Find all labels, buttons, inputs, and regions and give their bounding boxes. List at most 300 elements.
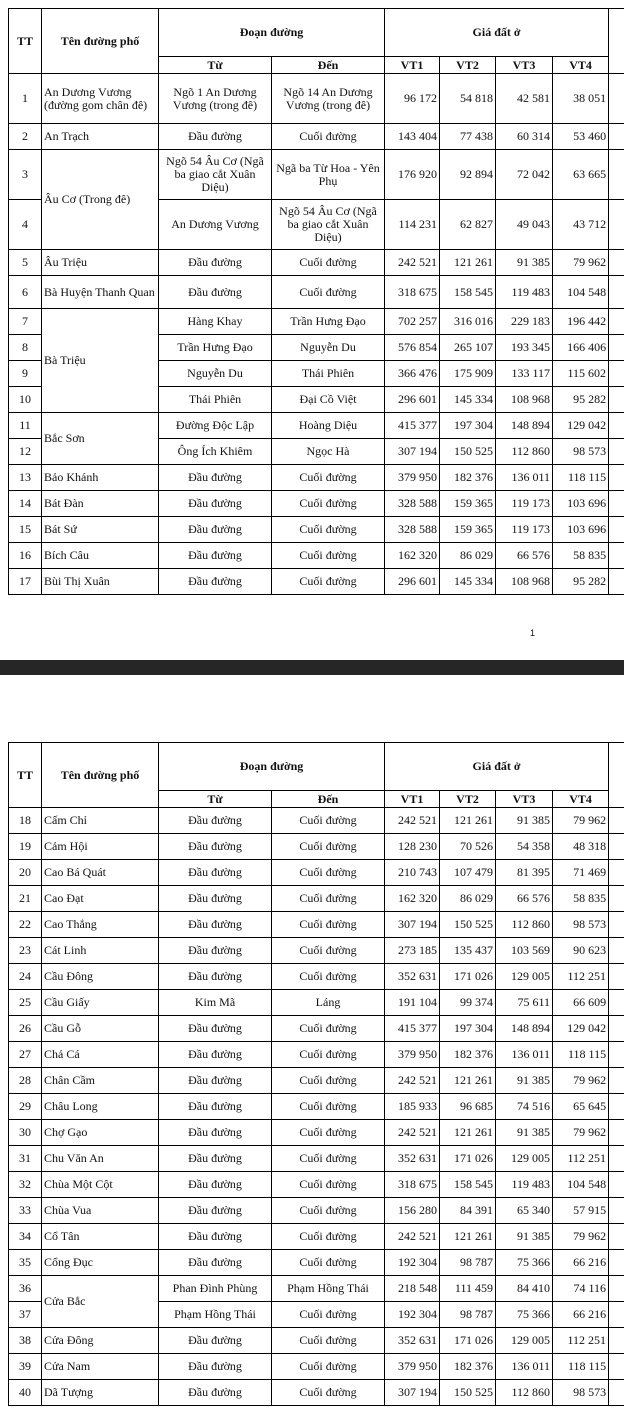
price-vt2: 159 365: [440, 517, 496, 543]
price-vt3: 136 011: [496, 1042, 553, 1068]
price-vt1: 352 631: [385, 1328, 440, 1354]
price-vt1: 176 920: [385, 150, 440, 200]
table-row: [9, 543, 624, 569]
price-vt3: 91 385: [496, 1120, 553, 1146]
price-vt3: 103 569: [496, 938, 553, 964]
price-vt4: 79 962: [553, 1120, 609, 1146]
segment-to: Cuối đường: [272, 1354, 385, 1380]
street-name: Bát Sứ: [42, 517, 159, 543]
price-vt2: 62 827: [440, 200, 496, 250]
row-number: 30: [9, 1120, 42, 1146]
row-number: 27: [9, 1042, 42, 1068]
segment-from: Đầu đường: [159, 1146, 272, 1172]
segment-to: Hoàng Diệu: [272, 413, 385, 439]
street-name: Cửa Nam: [42, 1354, 159, 1380]
price-vt3: 108 968: [496, 387, 553, 413]
table-row: [9, 1016, 624, 1042]
street-name: Cao Đạt: [42, 886, 159, 912]
truncated-cell: [609, 1302, 624, 1328]
table-row: [9, 250, 624, 276]
segment-from: Đầu đường: [159, 1172, 272, 1198]
price-vt4: 129 042: [553, 413, 609, 439]
segment-to: Cuối đường: [272, 491, 385, 517]
price-vt1: 273 185: [385, 938, 440, 964]
segment-from: Thái Phiên: [159, 387, 272, 413]
segment-from: Đầu đường: [159, 1068, 272, 1094]
segment-to: Cuối đường: [272, 1146, 385, 1172]
price-vt1: 242 521: [385, 250, 440, 276]
price-vt1: 318 675: [385, 276, 440, 309]
header-vt1: VT1: [385, 57, 440, 74]
segment-to: Cuối đường: [272, 1198, 385, 1224]
segment-from: Đầu đường: [159, 569, 272, 595]
price-vt4: 57 915: [553, 1198, 609, 1224]
segment-from: Đầu đường: [159, 1328, 272, 1354]
segment-to: Cuối đường: [272, 1120, 385, 1146]
table-row: [9, 413, 624, 439]
price-vt1: 162 320: [385, 886, 440, 912]
document-page-1: [0, 0, 624, 660]
row-number: 39: [9, 1354, 42, 1380]
truncated-cell: [609, 1276, 624, 1302]
segment-from: Phan Đình Phùng: [159, 1276, 272, 1302]
segment-from: Đầu đường: [159, 938, 272, 964]
price-vt2: 182 376: [440, 1042, 496, 1068]
row-number: 4: [9, 200, 42, 250]
segment-from: Đầu đường: [159, 124, 272, 150]
price-vt3: 119 483: [496, 276, 553, 309]
row-number: 16: [9, 543, 42, 569]
price-vt4: 95 282: [553, 569, 609, 595]
street-name: Bắc Sơn: [42, 413, 159, 465]
price-vt4: 79 962: [553, 250, 609, 276]
price-vt2: 316 016: [440, 309, 496, 335]
segment-from: Hàng Khay: [159, 309, 272, 335]
row-number: 8: [9, 335, 42, 361]
table-row: [9, 1198, 624, 1224]
segment-from: Đầu đường: [159, 276, 272, 309]
segment-to: Cuối đường: [272, 1328, 385, 1354]
price-vt1: 576 854: [385, 335, 440, 361]
segment-from: Đầu đường: [159, 491, 272, 517]
header-street-name: Tên đường phố: [42, 743, 159, 808]
header-segment: Đoạn đường: [159, 9, 385, 57]
price-vt3: 91 385: [496, 808, 553, 834]
truncated-cell: [609, 1146, 624, 1172]
price-vt4: 74 116: [553, 1276, 609, 1302]
street-name: Cao Thắng: [42, 912, 159, 938]
segment-from: Đầu đường: [159, 465, 272, 491]
price-vt4: 112 251: [553, 964, 609, 990]
street-name: Âu Triệu: [42, 250, 159, 276]
price-vt1: 307 194: [385, 439, 440, 465]
truncated-cell: [609, 250, 624, 276]
segment-to: Ngọc Hà: [272, 439, 385, 465]
header-land-price: Giá đất ở: [385, 9, 609, 57]
price-vt3: 75 366: [496, 1302, 553, 1328]
row-number: 40: [9, 1380, 42, 1406]
row-number: 23: [9, 938, 42, 964]
street-name: Dã Tượng: [42, 1380, 159, 1406]
segment-to: Láng: [272, 990, 385, 1016]
price-vt2: 145 334: [440, 569, 496, 595]
row-number: 10: [9, 387, 42, 413]
price-vt1: 242 521: [385, 1120, 440, 1146]
street-name: Cửa Đông: [42, 1328, 159, 1354]
segment-to: Phạm Hồng Thái: [272, 1276, 385, 1302]
price-vt4: 118 115: [553, 465, 609, 491]
price-vt2: 197 304: [440, 413, 496, 439]
price-vt3: 119 173: [496, 517, 553, 543]
price-vt4: 98 573: [553, 1380, 609, 1406]
segment-from: Kim Mã: [159, 990, 272, 1016]
segment-from: Đầu đường: [159, 886, 272, 912]
truncated-cell: [609, 465, 624, 491]
table-row: [9, 1276, 624, 1302]
price-vt3: 65 340: [496, 1198, 553, 1224]
street-name: Cấm Chỉ: [42, 808, 159, 834]
price-vt4: 104 548: [553, 276, 609, 309]
price-vt4: 112 251: [553, 1328, 609, 1354]
price-vt1: 156 280: [385, 1198, 440, 1224]
truncated-cell: [609, 387, 624, 413]
price-vt4: 58 835: [553, 886, 609, 912]
row-number: 25: [9, 990, 42, 1016]
price-vt4: 166 406: [553, 335, 609, 361]
segment-from: Đầu đường: [159, 1250, 272, 1276]
header-truncated-column: [609, 9, 624, 74]
segment-to: Cuối đường: [272, 543, 385, 569]
price-vt3: 148 894: [496, 413, 553, 439]
table-row: [9, 1250, 624, 1276]
row-number: 5: [9, 250, 42, 276]
truncated-cell: [609, 1198, 624, 1224]
segment-from: Đầu đường: [159, 964, 272, 990]
street-name: An Dương Vương (đường gom chân đê): [42, 74, 159, 124]
street-name: Bích Câu: [42, 543, 159, 569]
price-vt2: 99 374: [440, 990, 496, 1016]
price-vt4: 53 460: [553, 124, 609, 150]
segment-to: Cuối đường: [272, 912, 385, 938]
row-number: 33: [9, 1198, 42, 1224]
segment-from: Đầu đường: [159, 834, 272, 860]
street-name: Cửa Bắc: [42, 1276, 159, 1328]
price-vt3: 84 410: [496, 1276, 553, 1302]
header-truncated-column: [609, 743, 624, 808]
price-vt2: 150 525: [440, 1380, 496, 1406]
price-vt2: 150 525: [440, 912, 496, 938]
street-name: Cao Bá Quát: [42, 860, 159, 886]
truncated-cell: [609, 964, 624, 990]
table-row: [9, 1094, 624, 1120]
truncated-cell: [609, 439, 624, 465]
price-vt3: 42 581: [496, 74, 553, 124]
street-name: Bà Huyện Thanh Quan: [42, 276, 159, 309]
price-vt1: 242 521: [385, 1224, 440, 1250]
price-vt2: 121 261: [440, 1068, 496, 1094]
header-land-price: Giá đất ở: [385, 743, 609, 791]
table-row: [9, 1068, 624, 1094]
row-number: 24: [9, 964, 42, 990]
price-vt1: 415 377: [385, 1016, 440, 1042]
street-name: Cầu Đông: [42, 964, 159, 990]
table-row: [9, 150, 624, 200]
segment-from: Đường Độc Lập: [159, 413, 272, 439]
price-vt3: 119 173: [496, 491, 553, 517]
segment-from: Đầu đường: [159, 860, 272, 886]
table-body-page-2: [9, 808, 624, 1406]
price-vt2: 98 787: [440, 1302, 496, 1328]
segment-from: An Dương Vương: [159, 200, 272, 250]
street-name: Chả Cá: [42, 1042, 159, 1068]
table-row: [9, 74, 624, 124]
segment-to: Đại Cồ Việt: [272, 387, 385, 413]
row-number: 35: [9, 1250, 42, 1276]
price-vt2: 158 545: [440, 276, 496, 309]
table-row: [9, 1354, 624, 1380]
row-number: 1: [9, 74, 42, 124]
price-vt2: 182 376: [440, 1354, 496, 1380]
price-vt3: 129 005: [496, 1328, 553, 1354]
truncated-cell: [609, 517, 624, 543]
price-vt4: 38 051: [553, 74, 609, 124]
segment-from: Ngõ 1 An Dương Vương (trong đê): [159, 74, 272, 124]
price-vt3: 129 005: [496, 1146, 553, 1172]
street-name: Bùi Thị Xuân: [42, 569, 159, 595]
header-tt: TT: [9, 9, 42, 74]
table-row: [9, 1172, 624, 1198]
segment-from: Đầu đường: [159, 1380, 272, 1406]
price-vt2: 86 029: [440, 886, 496, 912]
row-number: 12: [9, 439, 42, 465]
price-vt1: 162 320: [385, 543, 440, 569]
table-row: [9, 1224, 624, 1250]
street-name: Chùa Vua: [42, 1198, 159, 1224]
segment-to: Cuối đường: [272, 569, 385, 595]
table-row: [9, 569, 624, 595]
segment-to: Cuối đường: [272, 1068, 385, 1094]
row-number: 26: [9, 1016, 42, 1042]
segment-to: Nguyễn Du: [272, 335, 385, 361]
row-number: 13: [9, 465, 42, 491]
price-vt4: 43 712: [553, 200, 609, 250]
truncated-cell: [609, 990, 624, 1016]
price-vt4: 79 962: [553, 1224, 609, 1250]
table-body-page-1: [9, 74, 624, 595]
segment-to: Cuối đường: [272, 1042, 385, 1068]
price-vt4: 63 665: [553, 150, 609, 200]
truncated-cell: [609, 1120, 624, 1146]
price-vt2: 121 261: [440, 250, 496, 276]
price-vt3: 136 011: [496, 1354, 553, 1380]
street-name: An Trạch: [42, 124, 159, 150]
price-vt2: 86 029: [440, 543, 496, 569]
street-name: Chùa Một Cột: [42, 1172, 159, 1198]
price-vt3: 112 860: [496, 1380, 553, 1406]
segment-from: Đầu đường: [159, 250, 272, 276]
price-vt2: 175 909: [440, 361, 496, 387]
segment-to: Ngã ba Từ Hoa - Yên Phụ: [272, 150, 385, 200]
segment-to: Cuối đường: [272, 808, 385, 834]
street-name: Cầu Giấy: [42, 990, 159, 1016]
truncated-cell: [609, 569, 624, 595]
price-vt4: 71 469: [553, 860, 609, 886]
row-number: 9: [9, 361, 42, 387]
row-number: 34: [9, 1224, 42, 1250]
price-vt2: 121 261: [440, 1120, 496, 1146]
truncated-cell: [609, 413, 624, 439]
price-vt4: 118 115: [553, 1042, 609, 1068]
segment-to: Cuối đường: [272, 1250, 385, 1276]
row-number: 15: [9, 517, 42, 543]
segment-to: Cuối đường: [272, 1172, 385, 1198]
street-name: Cát Linh: [42, 938, 159, 964]
table-row: [9, 1120, 624, 1146]
price-vt4: 103 696: [553, 491, 609, 517]
price-vt1: 185 933: [385, 1094, 440, 1120]
price-vt2: 171 026: [440, 1146, 496, 1172]
price-vt2: 265 107: [440, 335, 496, 361]
segment-from: Đầu đường: [159, 1016, 272, 1042]
price-vt4: 104 548: [553, 1172, 609, 1198]
row-number: 18: [9, 808, 42, 834]
row-number: 36: [9, 1276, 42, 1302]
truncated-cell: [609, 1354, 624, 1380]
price-vt3: 129 005: [496, 964, 553, 990]
segment-to: Trần Hưng Đạo: [272, 309, 385, 335]
truncated-cell: [609, 74, 624, 124]
segment-to: Cuối đường: [272, 250, 385, 276]
truncated-cell: [609, 335, 624, 361]
price-vt3: 54 358: [496, 834, 553, 860]
price-vt1: 191 104: [385, 990, 440, 1016]
segment-to: Cuối đường: [272, 1380, 385, 1406]
truncated-cell: [609, 886, 624, 912]
truncated-cell: [609, 1068, 624, 1094]
segment-to: Cuối đường: [272, 124, 385, 150]
header-vt3: VT3: [496, 791, 553, 808]
row-number: 6: [9, 276, 42, 309]
row-number: 11: [9, 413, 42, 439]
price-vt3: 91 385: [496, 1068, 553, 1094]
price-vt4: 118 115: [553, 1354, 609, 1380]
row-number: 14: [9, 491, 42, 517]
price-vt1: 415 377: [385, 413, 440, 439]
page-number: 1: [530, 628, 536, 638]
price-vt1: 366 476: [385, 361, 440, 387]
price-vt4: 79 962: [553, 808, 609, 834]
truncated-cell: [609, 309, 624, 335]
segment-to: Cuối đường: [272, 276, 385, 309]
row-number: 37: [9, 1302, 42, 1328]
segment-from: Đầu đường: [159, 517, 272, 543]
segment-to: Cuối đường: [272, 1016, 385, 1042]
header-tt: TT: [9, 743, 42, 808]
price-vt3: 49 043: [496, 200, 553, 250]
truncated-cell: [609, 361, 624, 387]
header-vt3: VT3: [496, 57, 553, 74]
price-vt3: 66 576: [496, 543, 553, 569]
price-vt4: 95 282: [553, 387, 609, 413]
row-number: 32: [9, 1172, 42, 1198]
segment-from: Đầu đường: [159, 808, 272, 834]
segment-from: Đầu đường: [159, 1042, 272, 1068]
segment-to: Cuối đường: [272, 860, 385, 886]
price-vt1: 114 231: [385, 200, 440, 250]
price-vt2: 135 437: [440, 938, 496, 964]
table-row: [9, 124, 624, 150]
price-vt4: 129 042: [553, 1016, 609, 1042]
price-vt2: 171 026: [440, 1328, 496, 1354]
price-vt4: 66 609: [553, 990, 609, 1016]
page-separator: [0, 660, 624, 675]
segment-from: Đầu đường: [159, 912, 272, 938]
table-row: [9, 860, 624, 886]
segment-to: Cuối đường: [272, 465, 385, 491]
header-vt2: VT2: [440, 791, 496, 808]
price-vt2: 111 459: [440, 1276, 496, 1302]
price-vt4: 115 602: [553, 361, 609, 387]
truncated-cell: [609, 1380, 624, 1406]
price-vt1: 318 675: [385, 1172, 440, 1198]
street-name: Cầu Gỗ: [42, 1016, 159, 1042]
truncated-cell: [609, 1094, 624, 1120]
price-vt3: 193 345: [496, 335, 553, 361]
price-vt1: 242 521: [385, 1068, 440, 1094]
segment-to: Cuối đường: [272, 964, 385, 990]
price-vt3: 119 483: [496, 1172, 553, 1198]
table-row: [9, 1042, 624, 1068]
price-vt2: 84 391: [440, 1198, 496, 1224]
price-vt4: 90 623: [553, 938, 609, 964]
price-vt1: 192 304: [385, 1302, 440, 1328]
price-vt3: 148 894: [496, 1016, 553, 1042]
segment-from: Ngõ 54 Âu Cơ (Ngã ba giao cắt Xuân Diệu): [159, 150, 272, 200]
truncated-cell: [609, 1042, 624, 1068]
segment-to: Cuối đường: [272, 834, 385, 860]
price-vt2: 98 787: [440, 1250, 496, 1276]
truncated-cell: [609, 276, 624, 309]
segment-from: Trần Hưng Đạo: [159, 335, 272, 361]
price-vt4: 66 216: [553, 1250, 609, 1276]
street-name: Bà Triệu: [42, 309, 159, 413]
segment-to: Thái Phiên: [272, 361, 385, 387]
header-street-name: Tên đường phố: [42, 9, 159, 74]
table-row: [9, 1380, 624, 1406]
price-vt3: 91 385: [496, 1224, 553, 1250]
segment-to: Cuối đường: [272, 938, 385, 964]
price-vt2: 96 685: [440, 1094, 496, 1120]
segment-to: Cuối đường: [272, 517, 385, 543]
segment-from: Phạm Hồng Thái: [159, 1302, 272, 1328]
row-number: 38: [9, 1328, 42, 1354]
header-to: Đến: [272, 57, 385, 74]
price-vt3: 133 117: [496, 361, 553, 387]
street-name: Châu Long: [42, 1094, 159, 1120]
price-vt4: 66 216: [553, 1302, 609, 1328]
table-row: [9, 912, 624, 938]
segment-from: Đầu đường: [159, 1094, 272, 1120]
price-vt4: 98 573: [553, 912, 609, 938]
price-vt1: 96 172: [385, 74, 440, 124]
document-page-2: [0, 675, 624, 1416]
row-number: 21: [9, 886, 42, 912]
truncated-cell: [609, 1328, 624, 1354]
price-vt1: 296 601: [385, 387, 440, 413]
price-vt3: 66 576: [496, 886, 553, 912]
row-number: 7: [9, 309, 42, 335]
header-vt1: VT1: [385, 791, 440, 808]
